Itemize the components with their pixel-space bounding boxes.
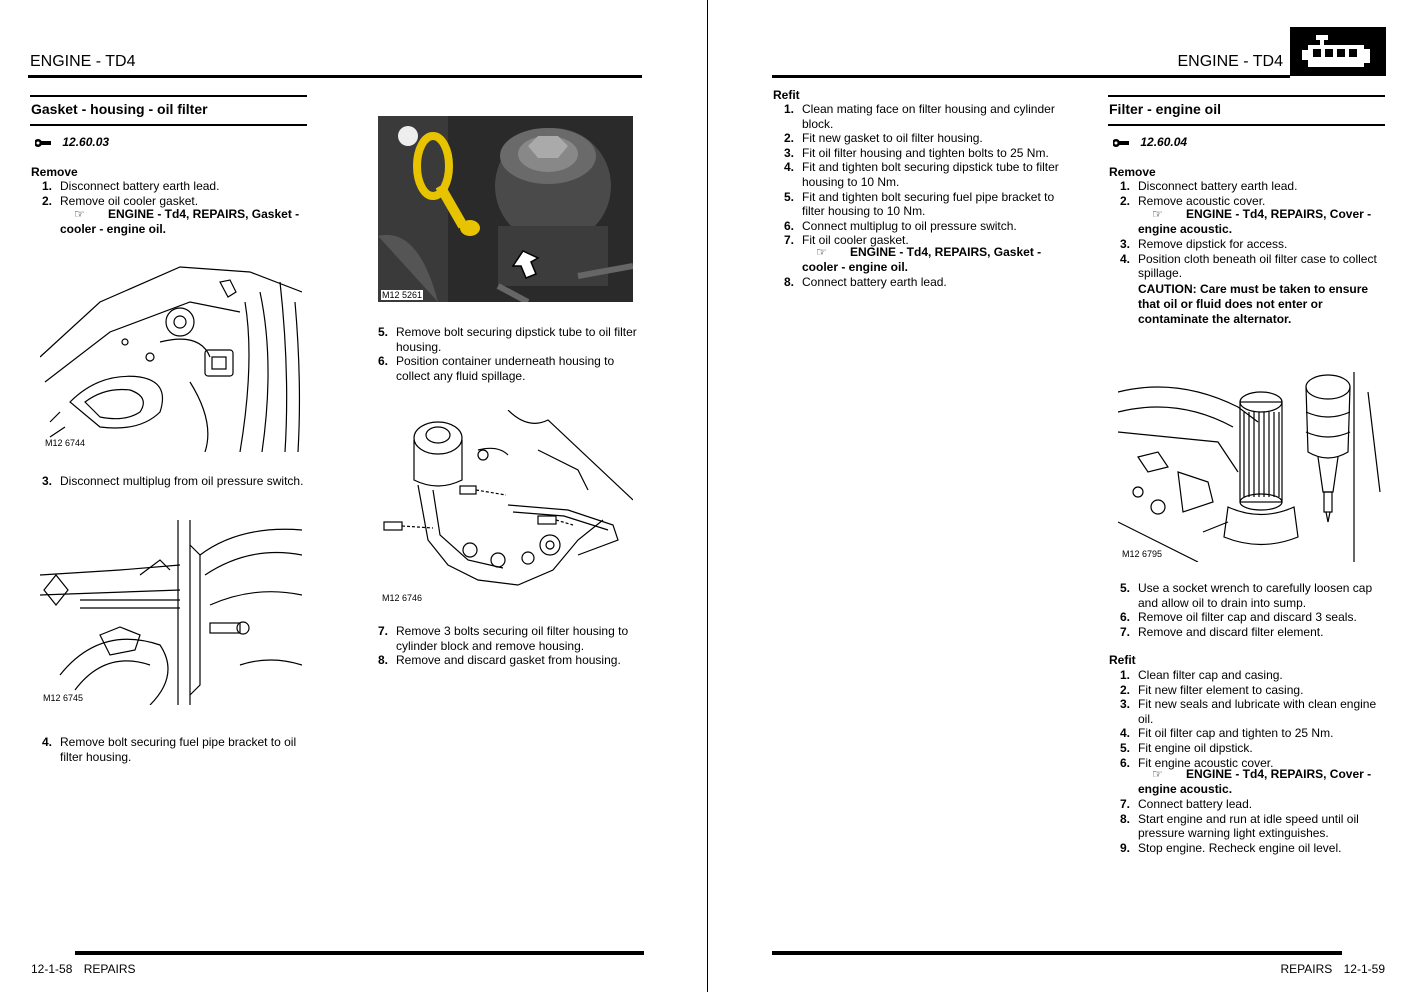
cross-reference[interactable]: ☞ ENGINE - Td4, REPAIRS, Gasket - cooler - engine oil. [60, 207, 300, 236]
diagram-fuel-pipe-bracket [40, 515, 302, 705]
remove-label: Remove [31, 165, 78, 179]
list-item: 8. Connect battery earth lead. [784, 275, 947, 289]
pointing-hand-icon: ☞ [1152, 207, 1163, 221]
list-item: 2. Remove oil cooler gasket. [42, 193, 199, 208]
step3-list [32, 474, 312, 489]
list-item: 3. Fit new seals and lubricate with clean engine oil. [1120, 697, 1377, 726]
list-item: 4. Remove bolt securing fuel pipe bracket to oil filter housing. [42, 735, 297, 764]
list-item: 2. Fit new filter element to casing. [1120, 682, 1304, 697]
list-item: 6. Position container underneath housing to collect any fluid spillage. [378, 354, 615, 383]
list-item: 5. Fit and tighten bolt securing fuel pipe bracket to filter housing to 10 Nm. [784, 189, 1055, 219]
diagram-oil-filter-element [1118, 372, 1382, 562]
list-item: 2. Remove acoustic cover. [1120, 193, 1266, 208]
list-item: 9. Stop engine. Recheck engine oil level. [1120, 840, 1342, 855]
diagram-oil-filter-housing [378, 410, 633, 605]
refit-step8-list [774, 275, 1064, 290]
section-title: Gasket - housing - oil filter [31, 101, 208, 117]
pointing-hand-icon: ☞ [1152, 767, 1163, 781]
list-item: 8. Remove and discard gasket from housing. [378, 653, 621, 668]
list-item: 5. Remove bolt securing dipstick tube to oil filter housing. [378, 325, 637, 354]
left-page-header: ENGINE - TD4 [30, 53, 136, 70]
list-item: 6. Fit engine acoustic cover. [1120, 755, 1274, 770]
list-item: 7. Fit oil cooler gasket. [784, 233, 909, 248]
list-item: 1. Disconnect battery earth lead. [42, 179, 220, 193]
header-rule [772, 75, 1290, 78]
list-item: 8. Start engine and run at idle speed until oil pressure warning light extinguishes. [1120, 811, 1359, 841]
op-code-row [35, 135, 109, 149]
photo-dipstick-tube [378, 116, 633, 302]
caution-note: CAUTION: Care must be taken to ensure that oil or fluid does not enter or contaminate the alternator. [1138, 282, 1369, 326]
list-item: 7. Remove and discard filter element. [1120, 624, 1324, 639]
remove-steps-list [32, 179, 312, 208]
steps-5-6-list [368, 325, 648, 383]
list-item: 6. Remove oil filter cap and discard 3 seals. [1120, 610, 1357, 625]
list-item: 5. Fit engine oil dipstick. [1120, 740, 1253, 755]
cross-reference[interactable]: ☞ ENGINE - Td4, REPAIRS, Cover - engine acoustic. [1138, 767, 1372, 796]
remove-label: Remove [1109, 165, 1156, 179]
footer-rule [772, 951, 1342, 955]
remove-steps-list-b [1110, 237, 1390, 281]
pointing-hand-icon: ☞ [74, 207, 85, 221]
list-item: 1. Clean mating face on filter housing and cylinder block. [784, 102, 1055, 131]
right-page-header: ENGINE - TD4 [1177, 53, 1283, 70]
list-item: 7. Remove 3 bolts securing oil filter housing to cylinder block and remove housing. [378, 624, 629, 653]
page-number: 12-1-59 [1343, 962, 1385, 976]
section-top-rule [1108, 95, 1385, 97]
section-bottom-rule [1108, 124, 1385, 126]
page-footer [31, 962, 136, 976]
section-bottom-rule [30, 124, 307, 126]
list-item: 4. Fit and tighten bolt securing dipstick tube to filter housing to 10 Nm. [784, 160, 1059, 189]
page-number: 12-1-58 [31, 962, 73, 976]
list-item: 7. Connect battery lead. [1120, 797, 1253, 811]
page-divider [707, 0, 708, 992]
list-item: 6. Connect multiplug to oil pressure switch. [784, 218, 1017, 233]
engine-icon [1290, 27, 1386, 76]
steps-7-8-list [368, 624, 648, 668]
wrench-icon [35, 138, 53, 148]
section-title: Filter - engine oil [1109, 101, 1222, 117]
footer-section: REPAIRS [83, 962, 136, 976]
page-footer [1280, 962, 1385, 976]
refit-steps-list [774, 102, 1064, 248]
remove-steps-list [1110, 179, 1390, 208]
op-code-row [1113, 135, 1187, 149]
refit-steps-list-b [1110, 797, 1390, 855]
list-item: 1. Disconnect battery earth lead. [1120, 179, 1298, 193]
wrench-icon [1113, 138, 1131, 148]
cross-reference[interactable]: ☞ ENGINE - Td4, REPAIRS, Cover - engine acoustic. [1138, 207, 1372, 236]
list-item: 1. Clean filter cap and casing. [1120, 668, 1283, 682]
figure-label: M12 6746 [382, 593, 423, 603]
list-item: 2. Fit new gasket to oil filter housing. [784, 131, 983, 146]
step4-list [32, 735, 312, 764]
refit-label: Refit [1109, 653, 1136, 667]
header-rule [28, 75, 642, 78]
list-item: 3. Disconnect multiplug from oil pressure switch. [42, 474, 304, 488]
cross-reference[interactable]: ☞ ENGINE - Td4, REPAIRS, Gasket - cooler - engine oil. [802, 245, 1042, 274]
list-item: 5. Use a socket wrench to carefully loosen cap and allow oil to drain into sump. [1120, 581, 1373, 610]
figure-label: M12 6744 [45, 438, 86, 448]
list-item: 4. Fit oil filter cap and tighten to 25 Nm. [1120, 726, 1334, 741]
remove-steps-list-c [1110, 581, 1390, 639]
figure-label: M12 6795 [1122, 549, 1163, 559]
list-item: 4. Position cloth beneath oil filter case to collect spillage. [1120, 251, 1377, 281]
section-top-rule [30, 95, 307, 97]
figure-label: M12 6745 [43, 693, 84, 703]
diagram-oil-pressure-switch [40, 262, 302, 452]
list-item: 3. Fit oil filter housing and tighten bolts to 25 Nm. [784, 145, 1049, 160]
list-item: 3. Remove dipstick for access. [1120, 237, 1288, 251]
op-code: 12.60.03 [62, 135, 110, 149]
op-code: 12.60.04 [1140, 135, 1188, 149]
footer-section: REPAIRS [1280, 962, 1333, 976]
refit-label: Refit [773, 88, 800, 102]
footer-rule [75, 951, 644, 955]
figure-label: M12 5261 [382, 290, 423, 300]
pointing-hand-icon: ☞ [816, 245, 827, 259]
refit-steps-list [1110, 668, 1390, 770]
